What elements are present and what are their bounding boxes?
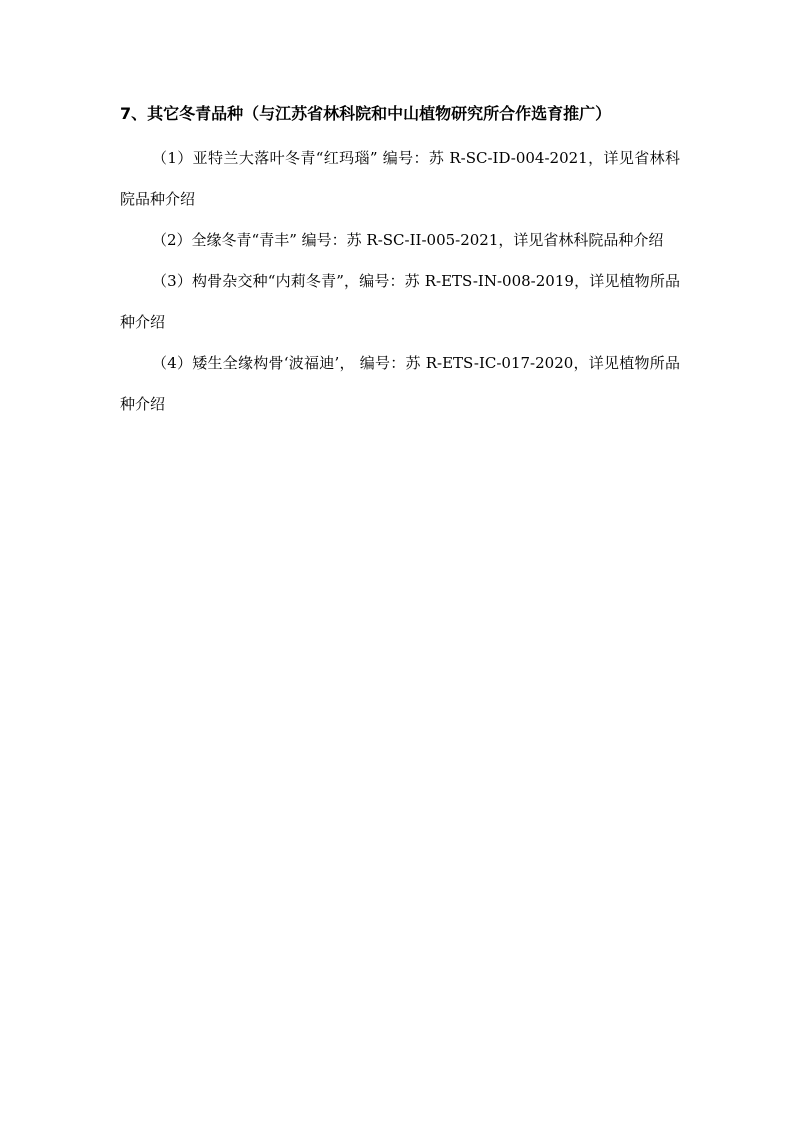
variety-item-2: （2）全缘冬青“青丰” 编号：苏 R-SC-II-005-2021，详见省林科院品种介绍 — [152, 231, 664, 249]
variety-item-3: （3）构骨杂交种“内莉冬青”，编号：苏 R-ETS-IN-008-2019，详见植物所品种介绍 — [120, 272, 680, 331]
document-content — [120, 100, 680, 425]
variety-item-1: （1）亚特兰大落叶冬青“红玛瑙” 编号：苏 R-SC-ID-004-2021，详见省林科院品种介绍 — [120, 149, 680, 208]
section-heading: 7、其它冬青品种（与江苏省林科院和中山植物研究所合作选育推广） — [120, 104, 612, 123]
variety-item-4: （4）矮生全缘构骨‘波福迪’， 编号：苏 R-ETS-IC-017-2020，详见植物所品种介绍 — [120, 354, 680, 413]
